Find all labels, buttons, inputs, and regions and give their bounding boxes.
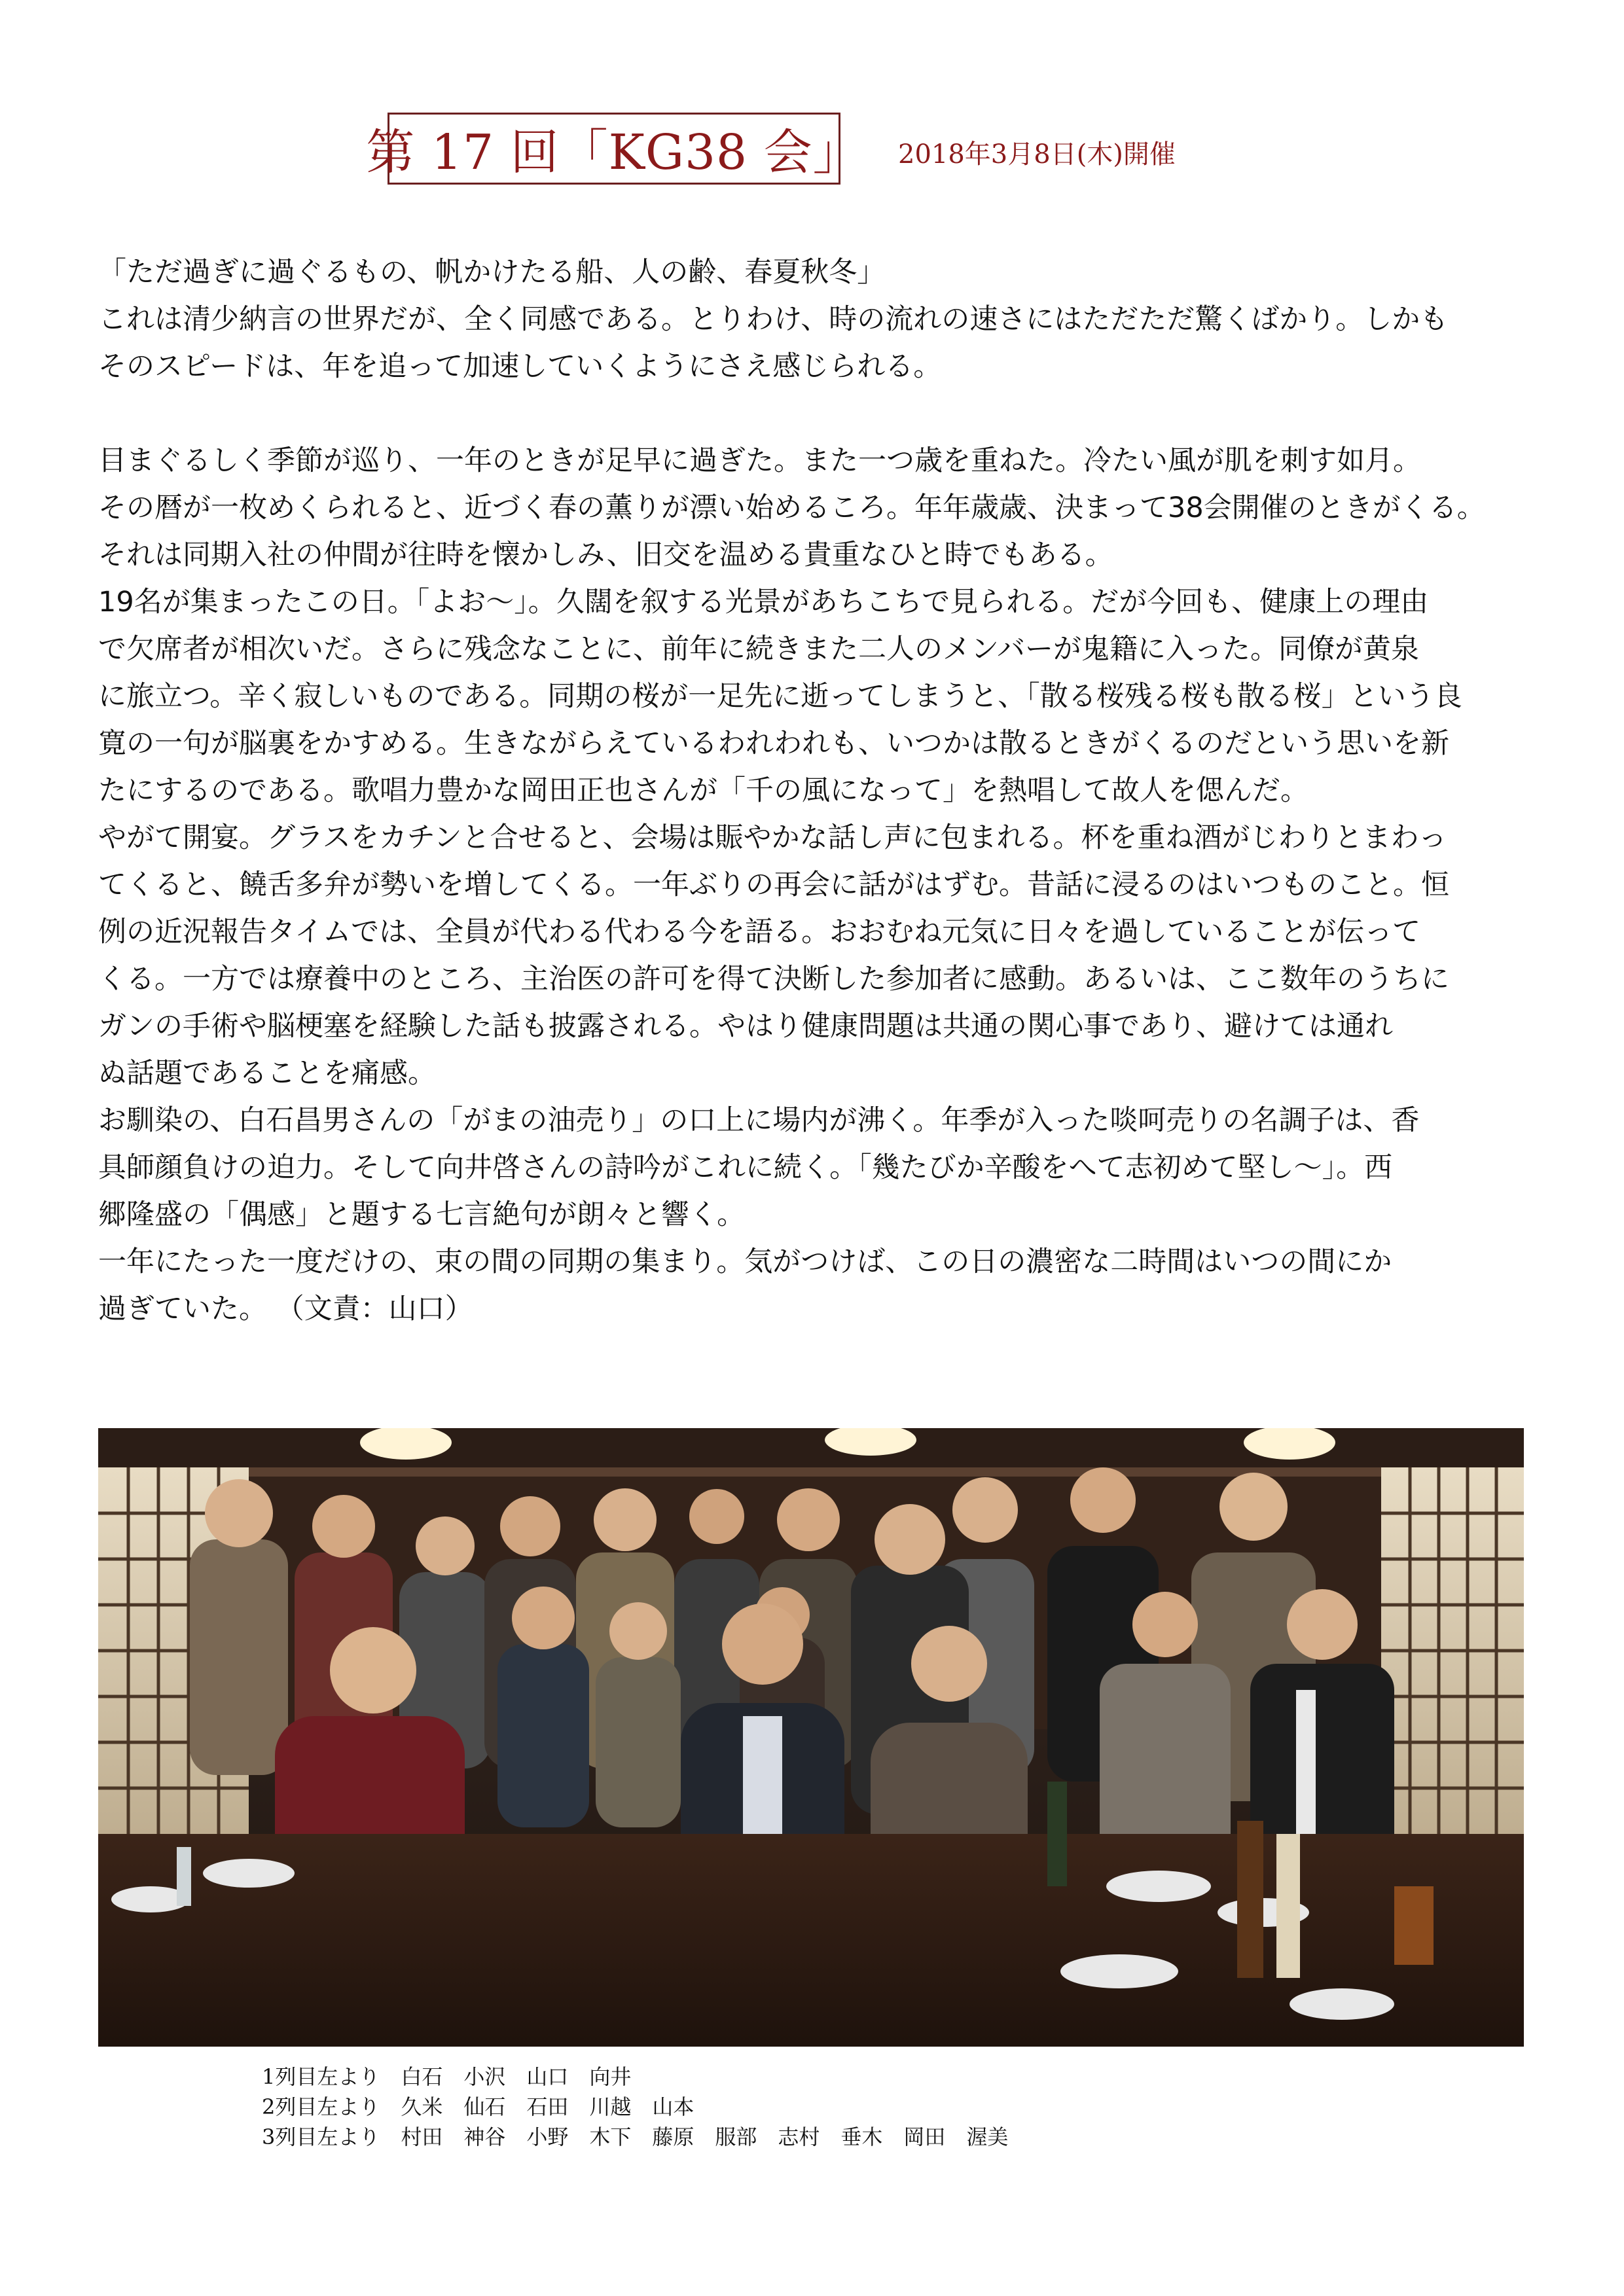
caption-row-2: 2列目左より 久米 仙石 石田 川越 山本 [262, 2094, 695, 2119]
title-box [366, 113, 862, 185]
article-line: これは清少納言の世界だが、全く同感である。とりわけ、時の流れの速さにはただただ驚くばかり。しかも [98, 303, 1449, 336]
article-blank-line [98, 390, 1558, 437]
article-line: 「ただ過ぎに過ぐるもの、帆かけたる船、人の齢、春夏秋冬」 [98, 256, 886, 289]
article-line: ガンの手術や脳梗塞を経験した話も披露される。やはり健康問題は共通の関心事であり、避けては通れ [98, 1010, 1393, 1043]
group-photo [98, 1428, 1524, 2047]
photo-caption [262, 2062, 1008, 2152]
article-line: で欠席者が相次いだ。さらに残念なことに、前年に続きまた二人のメンバーが鬼籍に入った。同僚が黄泉 [98, 633, 1419, 666]
article-line: それは同期入社の仲間が往時を懐かしみ、旧交を温める貴重なひと時でもある。 [98, 539, 1113, 571]
article-line: 例の近況報告タイムでは、全員が代わる代わる今を語る。おおむね元気に日々を過していることが伝って [98, 916, 1421, 948]
article-line: 過ぎていた。 （文責：山口） [98, 1293, 473, 1325]
article-body [98, 249, 1558, 1333]
article-line: くる。一方では療養中のところ、主治医の許可を得て決断した参加者に感動。あるいは、ここ数年のうちに [98, 963, 1449, 996]
article-line: 寛の一句が脳裏をかすめる。生きながらえているわれわれも、いつかは散るときがくるのだという思いを新 [98, 727, 1449, 760]
caption-row-3: 3列目左より 村田 神谷 小野 木下 藤原 服部 志村 垂木 岡田 渥美 [262, 2125, 1009, 2149]
article-line: たにするのである。歌唱力豊かな岡田正也さんが「千の風になって」を熱唱して故人を偲んだ。 [98, 774, 1308, 807]
article-line: 具師顔負けの迫力。そして向井啓さんの詩吟がこれに続く。「幾たびか辛酸をへて志初めて堅し～」。西 [98, 1151, 1393, 1184]
article-line: 19名が集まったこの日。「よお～」。久闊を叙する光景があちこちで見られる。だが今回も、健康上の理由 [98, 586, 1429, 619]
group-photo-illustration [98, 1428, 1524, 2047]
article-line: 目まぐるしく季節が巡り、一年のときが足早に過ぎた。また一つ歳を重ねた。冷たい風が肌を刺す如月。 [98, 444, 1421, 477]
article-line: そのスピードは、年を追って加速していくようにさえ感じられる。 [98, 350, 942, 383]
article-line: お馴染の、白石昌男さんの「がまの油売り」の口上に場内が沸く。年季が入った啖呵売りの名調子は、香 [98, 1104, 1420, 1137]
article-line: 一年にたった一度だけの、束の間の同期の集まり。気がつけば、この日の濃密な二時間はいつの間にか [98, 1246, 1392, 1278]
article-line: 郷隆盛の「偶感」と題する七言絶句が朗々と響く。 [98, 1198, 746, 1231]
article-line: ぬ話題であることを痛感。 [98, 1057, 436, 1090]
event-date: 2018年3月8日(木)開催 [898, 139, 1176, 170]
article-line: その暦が一枚めくられると、近づく春の薫りが漂い始めるころ。年年歳歳、決まって38会開催のときがくる。 [98, 492, 1485, 524]
article-line: てくると、饒舌多弁が勢いを増してくる。一年ぶりの再会に話がはずむ。昔話に浸るのはいつものこと。恒 [98, 869, 1449, 901]
caption-row-1: 1列目左より 白石 小沢 山口 向井 [262, 2064, 632, 2089]
article-line: に旅立つ。辛く寂しいものである。同期の桜が一足先に逝ってしまうと、「散る桜残る桜も散る桜」という良 [98, 680, 1462, 713]
article-line: やがて開宴。グラスをカチンと合せると、会場は賑やかな話し声に包まれる。杯を重ね酒がじわりとまわっ [98, 821, 1447, 854]
page-title: 第 17 回「KG38 会」 [366, 124, 862, 181]
